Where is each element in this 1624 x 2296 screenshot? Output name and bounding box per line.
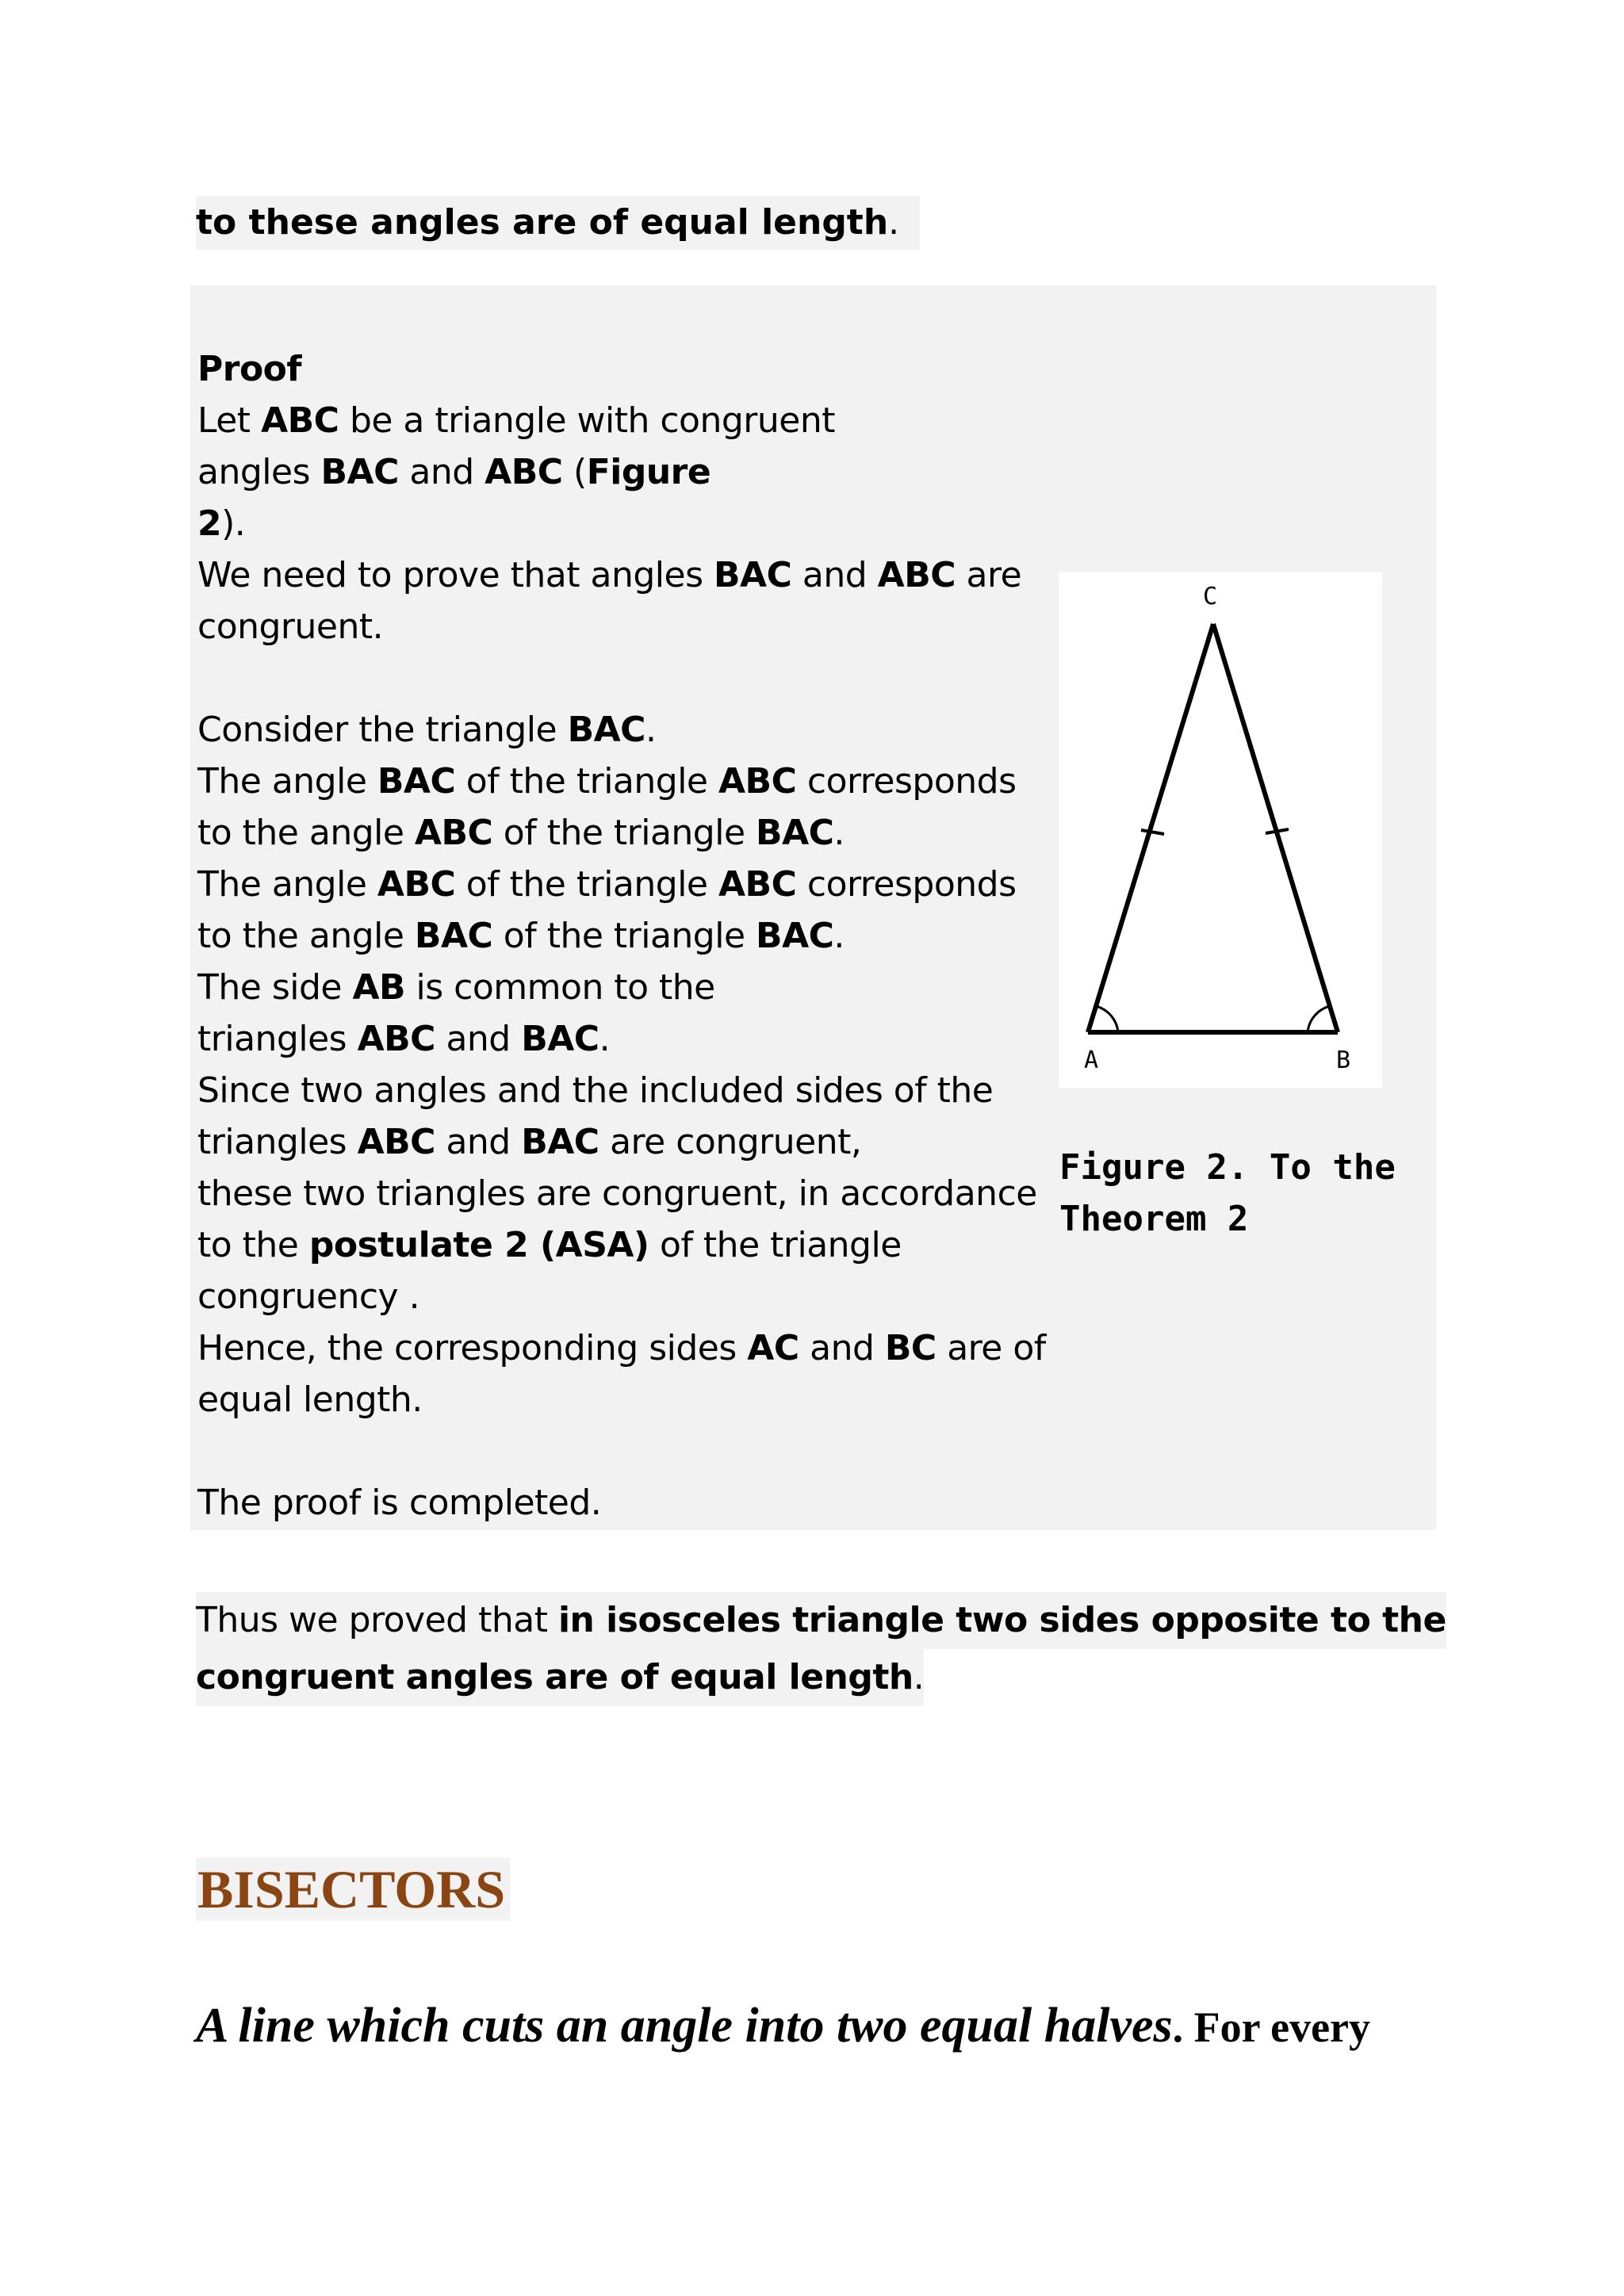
top-line-end: . [888,202,900,243]
side-ac [1088,624,1213,1032]
proof-line: to the postulate 2 (ASA) of the triangle [197,1225,902,1265]
proof-line: Hence, the corresponding sides AC and BC are of [197,1328,1046,1368]
intro-sentence [196,1994,1370,2059]
conclusion-line-1: Thus we proved that in isosceles triangle two sides opposite to the [196,1592,1446,1649]
proof-line: The side AB is common to the [197,967,715,1008]
proof-line: these two triangles are congruent, in accordance [197,1173,1037,1214]
proof-line: We need to prove that angles BAC and ABC are [197,555,1022,595]
label-b: B [1336,1047,1351,1074]
intro-italic: A line which cuts an angle into two equal halves [196,1999,1173,2053]
angle-arc-a [1096,1006,1118,1032]
triangle-diagram [1059,572,1382,1088]
proof-line: The angle ABC of the triangle ABC corresponds [197,864,1017,905]
proof-line: equal length. [197,1380,423,1420]
proof-line: triangles ABC and BAC. [197,1019,611,1059]
section-heading: BISECTORS [196,1858,510,1921]
figure-caption [1059,1142,1424,1245]
caption-line-1: Figure 2. To the [1059,1147,1396,1188]
label-a: A [1084,1047,1099,1074]
proof-blank-line [197,1425,1054,1477]
top-line [196,196,920,250]
proof-heading: Proof [197,349,302,389]
tick-mark-ac [1141,830,1164,834]
proof-line: Since two angles and the included sides of the [197,1070,994,1111]
side-bc [1213,624,1338,1032]
proof-line: congruency . [197,1276,420,1317]
label-c: C [1203,583,1218,610]
proof-line: angles BAC and ABC (Figure [197,452,711,492]
caption-line-2: Theorem 2 [1059,1199,1249,1239]
proof-line: congruent. [197,607,384,647]
proof-line: triangles ABC and BAC are congruent, [197,1122,862,1162]
top-line-bold: to these angles are of equal length [196,202,889,243]
tick-mark-bc [1266,829,1289,833]
proof-lines [197,395,1054,1523]
proof-line: Let ABC be a triangle with congruent [197,400,835,441]
conclusion [196,1592,1446,1706]
proof-blank-line [197,652,1054,704]
proof-line: The proof is completed. [197,1483,602,1523]
proof-text [197,343,1054,1523]
proof-line: Consider the triangle BAC. [197,710,657,750]
angle-arc-b [1308,1006,1330,1032]
proof-line: The angle BAC of the triangle ABC corresponds [197,761,1017,802]
intro-normal: . For every [1172,2003,1371,2051]
triangle-figure [1059,572,1382,1088]
proof-line: to the angle ABC of the triangle BAC. [197,813,845,853]
conclusion-line-2: congruent angles are of equal length. [196,1649,924,1706]
proof-line: to the angle BAC of the triangle BAC. [197,916,845,956]
proof-line: 2). [197,503,246,544]
